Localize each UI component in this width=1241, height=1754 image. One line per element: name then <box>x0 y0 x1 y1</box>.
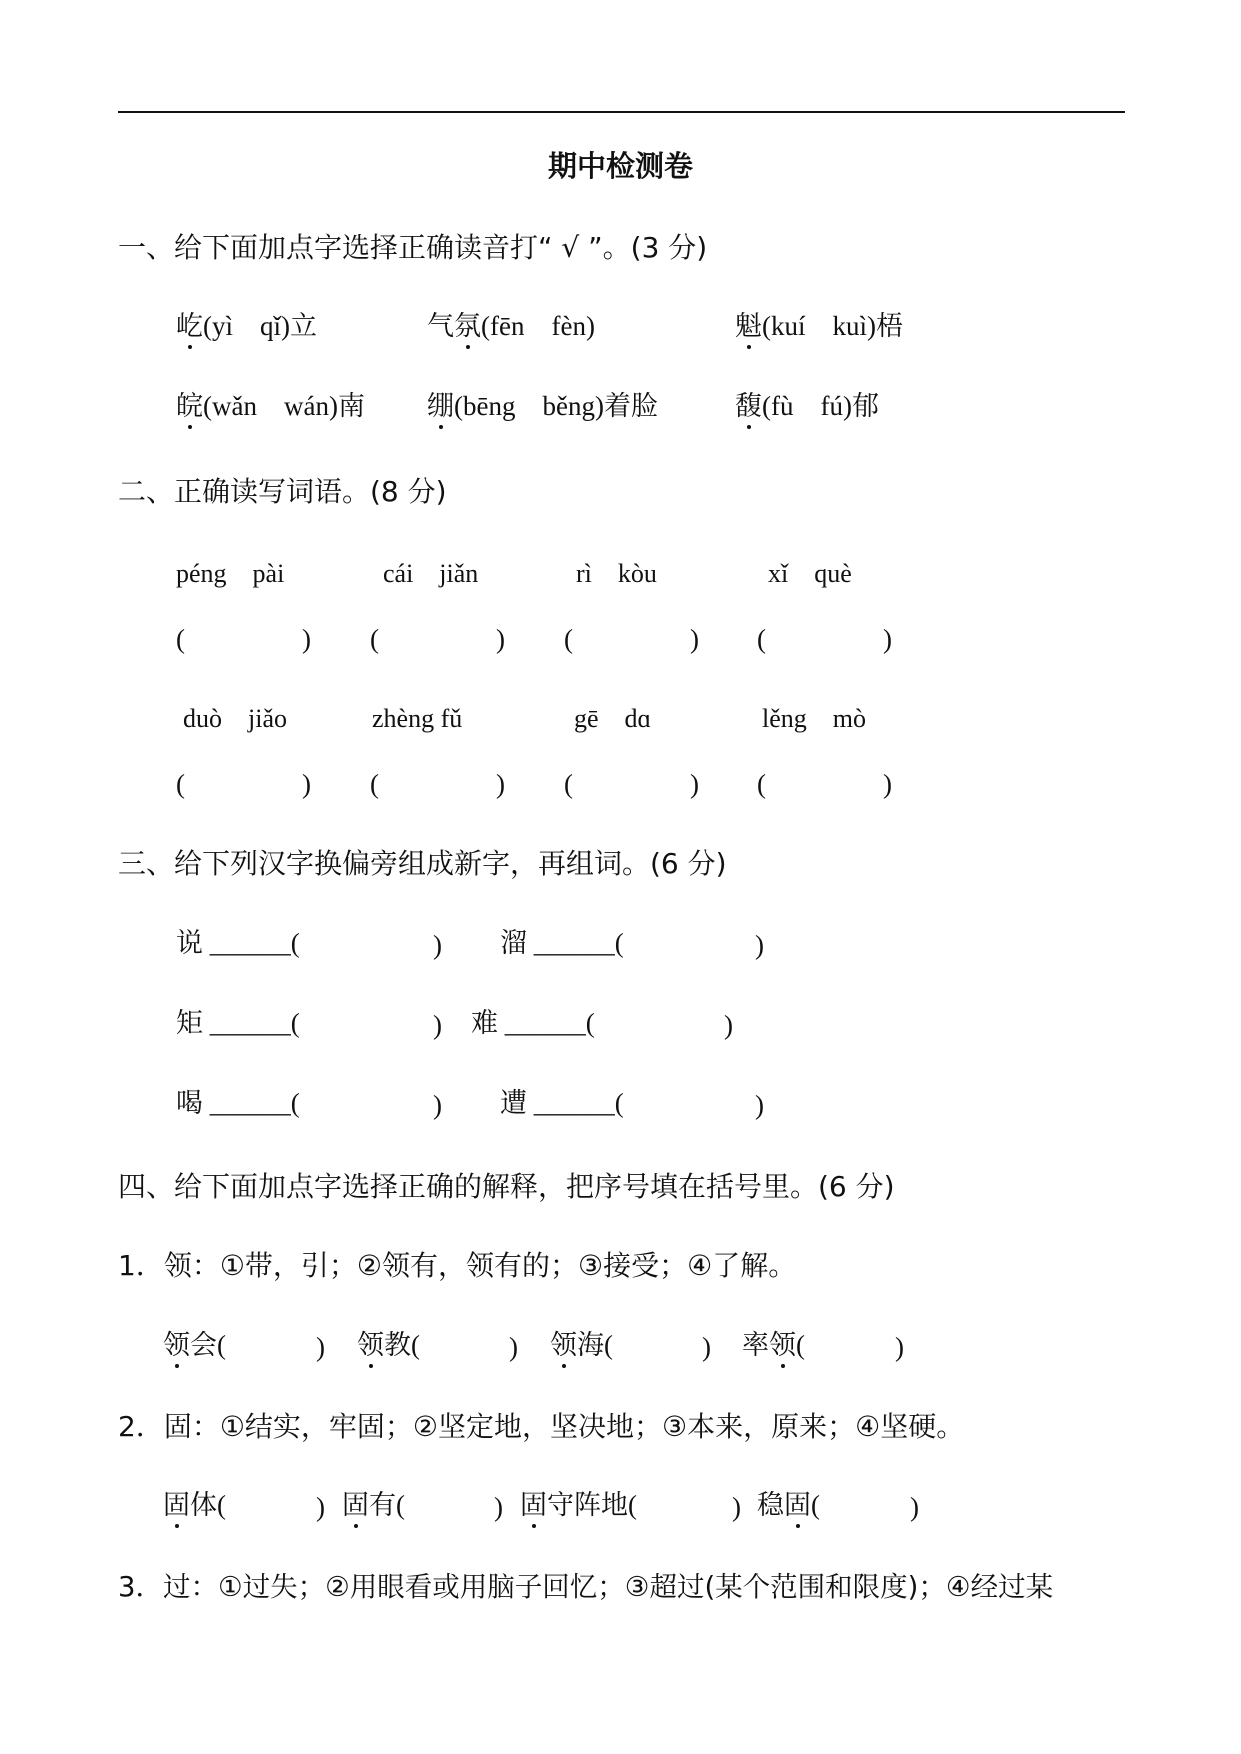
question-2-definition: 2．固：①结实，牢固；②坚定地，坚决地；③本来，原来；④坚硬。 <box>118 1410 965 1443</box>
answer-paren-close: ) <box>509 1332 518 1362</box>
dotted-char: 固 <box>784 1490 811 1520</box>
answer-paren-close: ) <box>433 930 442 960</box>
dotted-char: 屹 <box>176 311 203 341</box>
answer-paren-open: ( <box>176 624 185 654</box>
answer-paren-close: ) <box>910 1492 919 1522</box>
answer-paren-close: ) <box>755 1090 764 1120</box>
answer-paren-open: ( <box>757 624 766 654</box>
answer-paren-close: ) <box>496 624 505 654</box>
pinyin-word: rì kòu <box>576 559 657 588</box>
answer-paren-close: ) <box>496 769 505 799</box>
pinyin-choice-item: 魁(kuí kuì)梧 <box>735 311 903 341</box>
question-3-definition: 3．过：①过失；②用眼看或用脑子回忆；③超过(某个范围和限度)；④经过某 <box>118 1571 1054 1603</box>
answer-paren-open: ( <box>176 769 185 799</box>
section-1-heading: 一、给下面加点字选择正确读音打“ √ ”。(3 分) <box>118 231 708 264</box>
answer-paren-close: ) <box>316 1332 325 1362</box>
pinyin-word: péng pài <box>176 559 285 588</box>
answer-paren-close: ) <box>433 1090 442 1120</box>
radical-item: 说 ______( <box>176 928 300 959</box>
dotted-char: 皖 <box>176 391 203 421</box>
answer-paren-close: ) <box>316 1492 325 1522</box>
meaning-word: 固有( <box>342 1490 405 1520</box>
dotted-char: 领 <box>769 1330 796 1360</box>
answer-paren-open: ( <box>370 769 379 799</box>
radical-item: 矩 ______( <box>176 1008 300 1039</box>
answer-paren-close: ) <box>755 930 764 960</box>
pinyin-word: lěng mò <box>762 704 866 733</box>
meaning-word: 率领( <box>742 1330 805 1360</box>
dotted-char: 馥 <box>735 391 762 421</box>
dotted-char: 固 <box>342 1490 369 1520</box>
answer-paren-close: ) <box>895 1332 904 1362</box>
answer-paren-open: ( <box>564 769 573 799</box>
meaning-word: 稳固( <box>757 1490 820 1520</box>
section-4-heading: 四、给下面加点字选择正确的解释，把序号填在括号里。(6 分) <box>118 1170 895 1203</box>
radical-item: 难 ______( <box>471 1008 595 1039</box>
answer-paren-close: ) <box>433 1010 442 1040</box>
pinyin-word: xǐ què <box>768 559 852 588</box>
section-2-heading: 二、正确读写词语。(8 分) <box>118 475 447 508</box>
pinyin-word: gē dɑ <box>574 704 652 733</box>
answer-paren-close: ) <box>732 1492 741 1522</box>
pinyin-choice-item: 屹(yì qǐ)立 <box>176 311 317 341</box>
radical-item: 喝 ______( <box>176 1088 300 1119</box>
answer-paren-close: ) <box>690 769 699 799</box>
answer-paren-close: ) <box>690 624 699 654</box>
answer-paren-close: ) <box>883 624 892 654</box>
dotted-char: 领 <box>550 1330 577 1360</box>
answer-paren-open: ( <box>757 769 766 799</box>
top-rule <box>118 111 1125 113</box>
dotted-char: 魁 <box>735 311 762 341</box>
pinyin-word: zhèng fǔ <box>372 704 463 733</box>
dotted-char: 绷 <box>427 391 454 421</box>
meaning-word: 领海( <box>550 1330 613 1360</box>
pinyin-word: duò jiǎo <box>183 704 287 733</box>
dotted-char: 领 <box>163 1330 190 1360</box>
section-3-heading: 三、给下列汉字换偏旁组成新字，再组词。(6 分) <box>118 847 727 880</box>
meaning-word: 领会( <box>163 1330 226 1360</box>
dotted-char: 固 <box>163 1490 190 1520</box>
pinyin-choice-item: 绷(bēng běng)着脸 <box>427 391 658 421</box>
pinyin-word: cái jiǎn <box>383 559 479 588</box>
dotted-char: 氛 <box>454 311 481 341</box>
pinyin-choice-item: 气氛(fēn fèn) <box>427 311 595 341</box>
radical-item: 溜 ______( <box>500 928 624 959</box>
pinyin-choice-item: 皖(wǎn wán)南 <box>176 391 365 421</box>
dotted-char: 固 <box>520 1490 547 1520</box>
radical-item: 遭 ______( <box>500 1088 624 1119</box>
meaning-word: 固体( <box>163 1490 226 1520</box>
meaning-word: 固守阵地( <box>520 1490 637 1520</box>
answer-paren-open: ( <box>564 624 573 654</box>
question-1-definition: 1．领：①带，引；②领有，领有的；③接受；④了解。 <box>118 1249 797 1282</box>
answer-paren-close: ) <box>494 1492 503 1522</box>
dotted-char: 领 <box>357 1330 384 1360</box>
pinyin-choice-item: 馥(fù fú)郁 <box>735 391 879 421</box>
answer-paren-close: ) <box>702 1332 711 1362</box>
answer-paren-close: ) <box>724 1010 733 1040</box>
answer-paren-close: ) <box>302 624 311 654</box>
page-title: 期中检测卷 <box>547 149 693 183</box>
answer-paren-close: ) <box>883 769 892 799</box>
answer-paren-open: ( <box>370 624 379 654</box>
meaning-word: 领教( <box>357 1330 420 1360</box>
answer-paren-close: ) <box>302 769 311 799</box>
